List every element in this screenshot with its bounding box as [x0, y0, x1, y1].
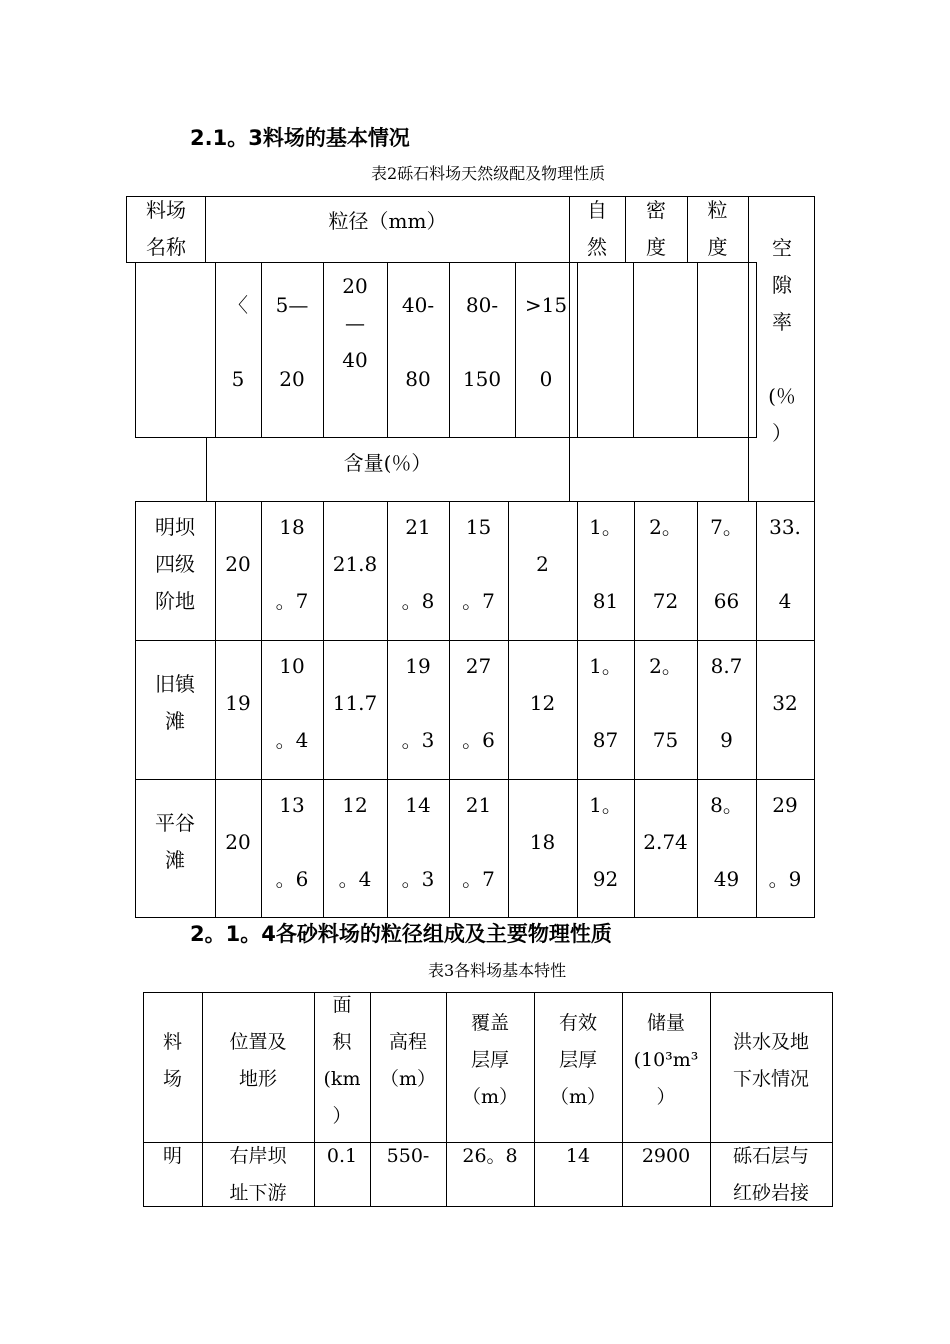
cell: 12 [529, 691, 556, 715]
row-name: 明坝 四级 阶地 [155, 515, 195, 613]
cell: 2900 [641, 1145, 691, 1167]
header-cell: 洪水及地 下水情况 [732, 1031, 809, 1090]
cell: 1。 81 [589, 515, 622, 613]
header-cell: 高程 （m） [379, 1031, 437, 1090]
section-heading: 2.1。3料场的基本情况 [190, 126, 410, 150]
header-midu: 密 度 [646, 198, 666, 259]
header-name: 料场 名称 [146, 198, 186, 259]
cell: 29 。9 [768, 793, 802, 891]
cell: 19 [225, 691, 251, 715]
size-col: >15 0 [524, 293, 568, 391]
cell: 20 [225, 830, 251, 854]
cell: 7。 66 [710, 515, 743, 613]
cell: 砾石层与 红砂岩接 [732, 1145, 809, 1204]
header-kongxi: 空 隙 率 (％ ） [768, 236, 796, 445]
cell: 32 [772, 691, 798, 715]
cell: 21 。8 [401, 515, 435, 613]
cell: 27 。6 [462, 654, 495, 752]
cell: 1。 92 [589, 793, 622, 891]
cell: 14 。3 [401, 793, 435, 891]
cell: 14 [565, 1145, 591, 1167]
cell: 11.7 [332, 691, 378, 715]
cell: 2.74 [643, 830, 688, 854]
size-col: 20 — 40 [342, 274, 368, 372]
size-col: 〈 5 [228, 293, 248, 391]
header-cell: 储量 (10³m³ ） [633, 1012, 699, 1108]
size-col: 5— 20 [275, 293, 309, 391]
cell: 26。8 [462, 1145, 518, 1167]
row-name: 旧镇 滩 [155, 672, 195, 733]
header-cell: 面 积 (km ） [323, 994, 361, 1127]
cell: 明 [162, 1145, 182, 1167]
header-cell: 料 场 [162, 1031, 182, 1090]
cell: 2 [536, 552, 549, 576]
table-caption: 表3各料场基本特性 [428, 961, 567, 980]
row-name: 平谷 滩 [155, 811, 195, 872]
header-ziran: 自 然 [587, 198, 607, 259]
header-cell: 覆盖 层厚 （m） [461, 1012, 519, 1108]
size-col: 40- 80 [401, 293, 435, 391]
cell: 19 。3 [401, 654, 435, 752]
header-lidu: 粒 度 [707, 198, 728, 259]
cell: 2。 75 [649, 654, 682, 752]
cell: 13 。6 [275, 793, 309, 891]
cell: 21.8 [332, 552, 378, 576]
cell: 10 。4 [275, 654, 309, 752]
cell: 550- [386, 1145, 430, 1167]
cell: 12 。4 [338, 793, 372, 891]
cell: 1。 87 [589, 654, 622, 752]
cell: 右岸坝 址下游 [229, 1145, 287, 1204]
header-cell: 有效 层厚 （m） [549, 1012, 607, 1108]
cell: 15 。7 [462, 515, 495, 613]
cell: 8.7 9 [710, 654, 743, 752]
cell: 0.1 [326, 1145, 358, 1167]
cell: 2。 72 [649, 515, 682, 613]
cell: 8。 49 [710, 793, 743, 891]
cell: 20 [225, 552, 251, 576]
cell: 33. 4 [769, 515, 801, 613]
cell: 18 [529, 830, 556, 854]
table-caption: 表2砾石料场天然级配及物理性质 [371, 164, 606, 183]
header-size: 粒径（mm） [328, 209, 447, 233]
section-heading: 2。1。4各砂料场的粒径组成及主要物理性质 [190, 922, 612, 946]
size-col: 80- 150 [462, 293, 502, 391]
cell: 18 。7 [275, 515, 309, 613]
header-cell: 位置及 地形 [229, 1031, 287, 1090]
content-label: 含量(％） [343, 451, 432, 475]
cell: 21 。7 [462, 793, 495, 891]
